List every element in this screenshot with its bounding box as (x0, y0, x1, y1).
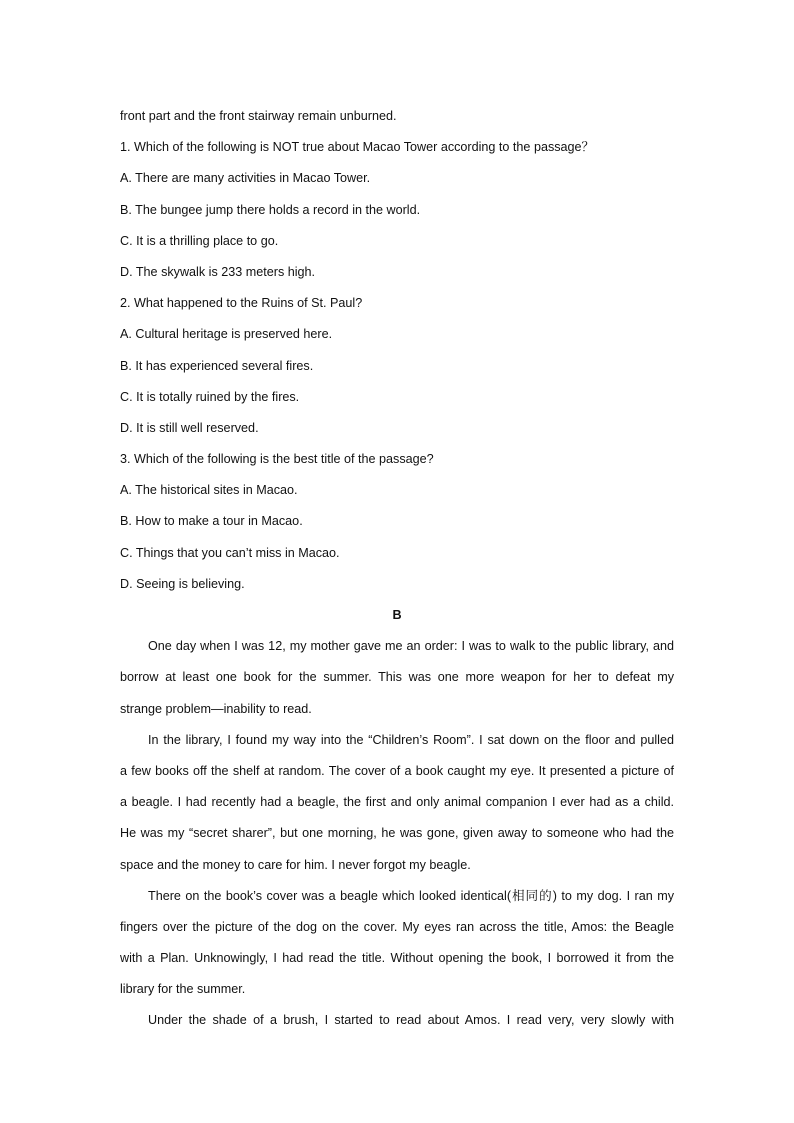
paragraph-line: space and the money to care for him. I never forgot my beagle. (120, 857, 471, 872)
section-b-paragraph-3 (120, 881, 674, 1006)
paragraph-line: a beagle. I had recently had a beagle, the first and only animal companion I ever had as a child. (120, 795, 674, 810)
page-content (120, 101, 674, 1037)
paragraph-line: He was my “secret sharer”, but one morning, he was gone, given away to someone who had the (120, 826, 674, 841)
paragraph-line: borrow at least one book for the summer. This was one more weapon for her to defeat my (120, 670, 674, 685)
section-b-paragraph-2 (120, 725, 674, 881)
question-2-stem: 2. What happened to the Ruins of St. Paul? (120, 296, 363, 311)
question-2-option-c: C. It is totally ruined by the fires. (120, 389, 300, 404)
question-1-option-c: C. It is a thrilling place to go. (120, 233, 279, 248)
paragraph-line: There on the book’s cover was a beagle which looked identical(相同的) to my dog. I ran my (148, 888, 674, 903)
question-1-option-d: D. The skywalk is 233 meters high. (120, 264, 316, 279)
question-3-option-c: C. Things that you can’t miss in Macao. (120, 545, 340, 560)
question-3-option-d: D. Seeing is believing. (120, 576, 245, 591)
question-3-option-b: B. How to make a tour in Macao. (120, 514, 303, 529)
question-1-option-a: A. There are many activities in Macao Tower. (120, 171, 371, 186)
paragraph-line: a few books off the shelf at random. The cover of a book caught my eye. It presented a picture of (120, 763, 674, 778)
paragraph-line: Under the shade of a brush, I started to read about Amos. I read very, very slowly with (148, 1013, 674, 1028)
passage-a-tail: front part and the front stairway remain unburned. (120, 109, 397, 123)
question-3-stem: 3. Which of the following is the best title of the passage? (120, 452, 434, 467)
question-1-option-b: B. The bungee jump there holds a record in the world. (120, 202, 421, 217)
section-b-title: B (392, 608, 402, 622)
paragraph-line: fingers over the picture of the dog on the cover. My eyes ran across the title, Amos: the Beagle (120, 919, 674, 934)
section-b-paragraph-4 (120, 1005, 674, 1036)
paragraph-line: with a Plan. Unknowingly, I had read the title. Without opening the book, I borrowed it from the (120, 951, 674, 966)
section-b-paragraph-1 (120, 631, 674, 725)
question-3-option-a: A. The historical sites in Macao. (120, 483, 298, 498)
question-2-option-a: A. Cultural heritage is preserved here. (120, 327, 333, 342)
question-1-stem: 1. Which of the following is NOT true about Macao Tower according to the passage？ (120, 140, 595, 155)
paragraph-line: library for the summer. (120, 982, 246, 997)
question-2-option-b: B. It has experienced several fires. (120, 358, 314, 373)
question-2-option-d: D. It is still well reserved. (120, 420, 259, 435)
paragraph-line: strange problem—inability to read. (120, 701, 312, 716)
paragraph-line: In the library, I found my way into the “Children’s Room”. I sat down on the floor and pulled (148, 732, 674, 747)
paragraph-line: One day when I was 12, my mother gave me an order: I was to walk to the public library, and (148, 639, 674, 654)
